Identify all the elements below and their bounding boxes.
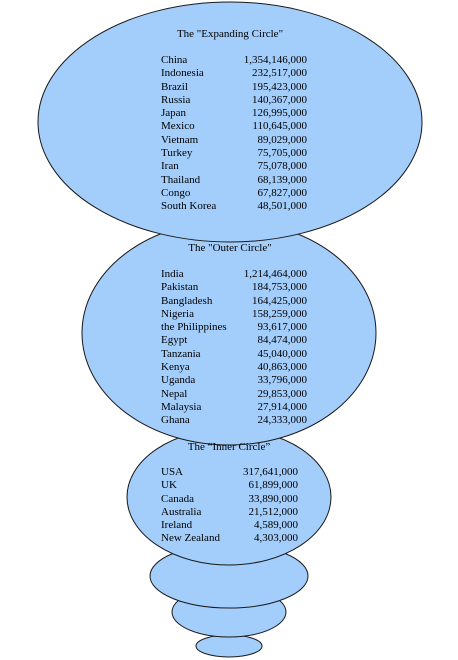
list-item [161, 160, 307, 173]
inner-circle-title: The “Inner Circle” [187, 441, 271, 453]
country-name: India [161, 268, 184, 280]
population-value: 140,367,000 [252, 93, 307, 106]
list-item [161, 54, 307, 67]
country-name: Bangladesh [161, 294, 213, 307]
expanding-circle-list [161, 54, 307, 214]
list-item [161, 361, 307, 374]
country-name: Ireland [161, 519, 193, 532]
list-item [161, 519, 298, 532]
population-value: 126,995,000 [252, 107, 307, 120]
country-name: UK [161, 479, 177, 492]
list-item [161, 107, 307, 120]
country-name: Mexico [161, 120, 195, 133]
list-item [161, 134, 307, 147]
list-item [161, 414, 307, 427]
population-value: 33,890,000 [248, 492, 298, 505]
country-name: Indonesia [161, 67, 204, 80]
population-value: 45,040,000 [257, 347, 307, 360]
list-item [161, 281, 307, 294]
list-item [161, 147, 307, 160]
outer-circle-list [161, 268, 307, 428]
small-ellipse-bottom [196, 635, 262, 657]
list-item [161, 295, 307, 308]
country-name: Nigeria [161, 307, 194, 320]
population-value: 61,899,000 [248, 479, 298, 492]
population-value: 33,796,000 [257, 374, 307, 387]
list-item [161, 466, 298, 479]
population-value: 29,853,000 [257, 387, 307, 400]
list-item [161, 321, 307, 334]
country-name: the Philippines [161, 321, 227, 334]
population-value: 195,423,000 [252, 80, 307, 93]
country-name: Vietnam [161, 133, 199, 146]
list-item [161, 388, 307, 401]
list-item [161, 506, 298, 519]
country-name: Congo [161, 186, 191, 199]
country-name: Thailand [161, 173, 201, 186]
list-item [161, 479, 298, 492]
list-item [161, 268, 307, 281]
country-name: South Korea [161, 200, 217, 213]
inner-circle-list [161, 466, 298, 546]
population-value: 4,303,000 [254, 532, 298, 545]
list-item [161, 120, 307, 133]
list-item [161, 187, 307, 200]
country-name: Malaysia [161, 400, 202, 413]
list-item [161, 493, 298, 506]
population-value: 40,863,000 [257, 361, 307, 374]
population-value: 75,078,000 [257, 160, 307, 173]
list-item [161, 334, 307, 347]
population-value: 317,641,000 [243, 466, 298, 478]
population-value: 158,259,000 [252, 307, 307, 320]
country-name: Turkey [161, 147, 193, 160]
population-value: 27,914,000 [257, 400, 307, 413]
expanding-circle-title: The "Expanding Circle" [176, 28, 284, 40]
country-name: Iran [161, 160, 179, 173]
list-item [161, 94, 307, 107]
population-value: 24,333,000 [257, 414, 307, 427]
country-name: Australia [161, 505, 202, 518]
population-value: 232,517,000 [252, 67, 307, 80]
list-item [161, 348, 307, 361]
list-item [161, 67, 307, 80]
population-value: 164,425,000 [252, 294, 307, 307]
list-item [161, 532, 298, 545]
country-name: Egypt [161, 334, 188, 347]
outer-circle-title: The "Outer Circle" [188, 242, 272, 254]
country-name: Japan [161, 107, 187, 120]
country-name: Kenya [161, 361, 190, 374]
list-item [161, 81, 307, 94]
population-value: 67,827,000 [257, 186, 307, 199]
list-item [161, 308, 307, 321]
country-name: China [161, 54, 188, 66]
population-value: 1,354,146,000 [243, 54, 307, 66]
country-name: Canada [161, 492, 194, 505]
population-value: 184,753,000 [252, 281, 307, 294]
population-value: 84,474,000 [257, 334, 307, 347]
population-value: 48,501,000 [257, 200, 307, 213]
country-name: Uganda [161, 374, 196, 387]
country-name: Tanzania [161, 347, 201, 360]
population-value: 4,589,000 [254, 519, 298, 532]
population-value: 21,512,000 [248, 505, 298, 518]
country-name: Russia [161, 93, 191, 106]
population-value: 75,705,000 [257, 147, 307, 160]
country-name: Nepal [161, 387, 188, 400]
list-item [161, 401, 307, 414]
population-value: 89,029,000 [257, 133, 307, 146]
population-value: 110,645,000 [252, 120, 307, 133]
country-name: Pakistan [161, 281, 199, 294]
country-name: USA [161, 466, 184, 478]
country-name: Brazil [161, 80, 188, 93]
population-value: 68,139,000 [257, 173, 307, 186]
list-item [161, 174, 307, 187]
population-value: 1,214,464,000 [243, 268, 307, 280]
country-name: New Zealand [161, 532, 220, 545]
list-item [161, 374, 307, 387]
country-name: Ghana [161, 414, 190, 427]
list-item [161, 200, 307, 213]
population-value: 93,617,000 [257, 321, 307, 334]
